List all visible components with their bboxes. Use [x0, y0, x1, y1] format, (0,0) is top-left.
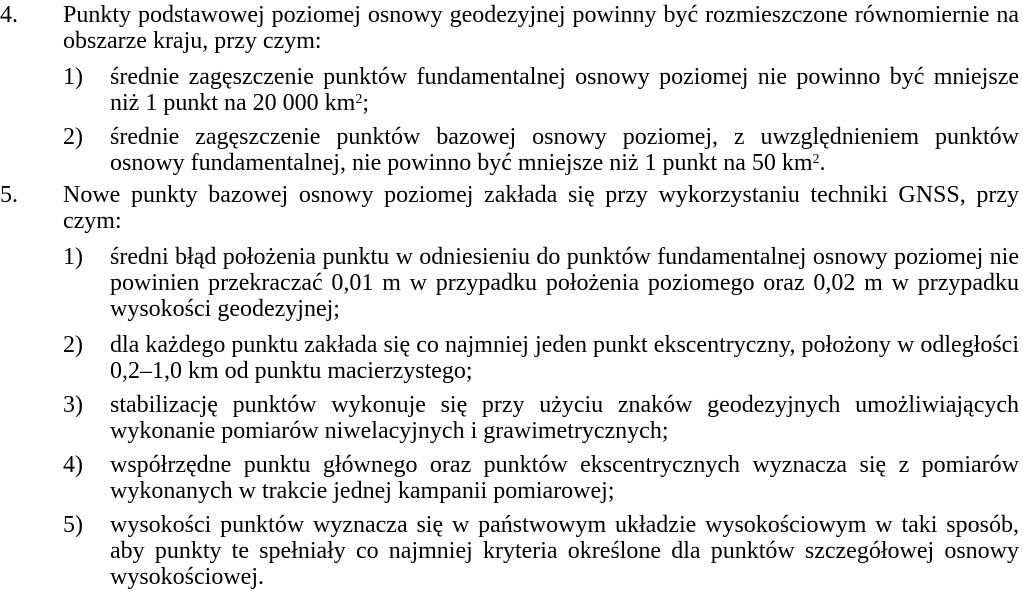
item-text: Nowe punkty bazowej osnowy poziomej zakłada się przy wykorzystaniu techniki GNSS, przy czym:: [63, 182, 1019, 234]
list-subitem-4-2: [0, 124, 1019, 178]
subitem-number: 5): [63, 512, 83, 538]
subitem-number: 2): [63, 332, 83, 358]
subitem-text-main: średnie zagęszczenie punktów fundamentalnej osnowy poziomej nie powinno być mniejsze niż 1 punkt na 20 000 km: [110, 64, 1019, 116]
subitem-text-end: .: [819, 150, 826, 176]
superscript: 2: [355, 92, 363, 107]
subitem-number: 2): [63, 124, 83, 150]
list-item-5: [0, 182, 1019, 236]
subitem-text: [110, 124, 1019, 176]
subitem-text: wysokości punktów wyznacza się w państwowym układzie wysokościowym w taki sposób, aby punkty te spełniały co najmniej kryteria określone dla punktów szczegółowej osnowy wysokościowej.: [110, 512, 1019, 590]
subitem-number: 4): [63, 452, 83, 478]
subitem-text-main: średnie zagęszczenie punktów bazowej osnowy poziomej, z uwzględnieniem punktów osnowy fundamentalnej, nie powinno być mniejsze niż 1 punkt na 50 km: [110, 124, 1019, 176]
subitem-text: [110, 64, 1019, 116]
item-number: 5.: [0, 182, 18, 208]
subitem-number: 1): [63, 64, 83, 90]
subitem-text: współrzędne punktu głównego oraz punktów ekscentrycznych wyznacza się z pomiarów wykonanych w trakcie jednej kampanii pomiarowej;: [110, 452, 1019, 504]
subitem-text-end: ;: [362, 90, 369, 116]
list-item-4: [0, 2, 1019, 56]
list-subitem-5-3: [0, 392, 1019, 446]
list-subitem-5-1: [0, 244, 1019, 324]
list-subitem-5-4: [0, 452, 1019, 506]
list-subitem-5-2: [0, 332, 1019, 386]
item-number: 4.: [0, 2, 18, 28]
list-subitem-5-5: [0, 512, 1019, 592]
item-text: Punkty podstawowej poziomej osnowy geodezyjnej powinny być rozmieszczone równomiernie na obszarze kraju, przy czym:: [63, 2, 1019, 54]
subitem-text: stabilizację punktów wykonuje się przy użyciu znaków geodezyjnych umożliwiających wykonanie pomiarów niwelacyjnych i grawimetrycznych;: [110, 392, 1019, 444]
subitem-number: 1): [63, 244, 83, 270]
subitem-text: dla każdego punktu zakłada się co najmniej jeden punkt ekscentryczny, położony w odległości 0,2–1,0 km od punktu macierzystego;: [110, 332, 1019, 384]
subitem-text: średni błąd położenia punktu w odniesieniu do punktów fundamentalnej osnowy poziomej nie powinien przekraczać 0,01 m w przypadku położenia poziomego oraz 0,02 m w przypadku wysokości geodezyjnej;: [110, 244, 1019, 322]
list-subitem-4-1: [0, 64, 1019, 118]
superscript: 2: [812, 152, 820, 167]
subitem-number: 3): [63, 392, 83, 418]
